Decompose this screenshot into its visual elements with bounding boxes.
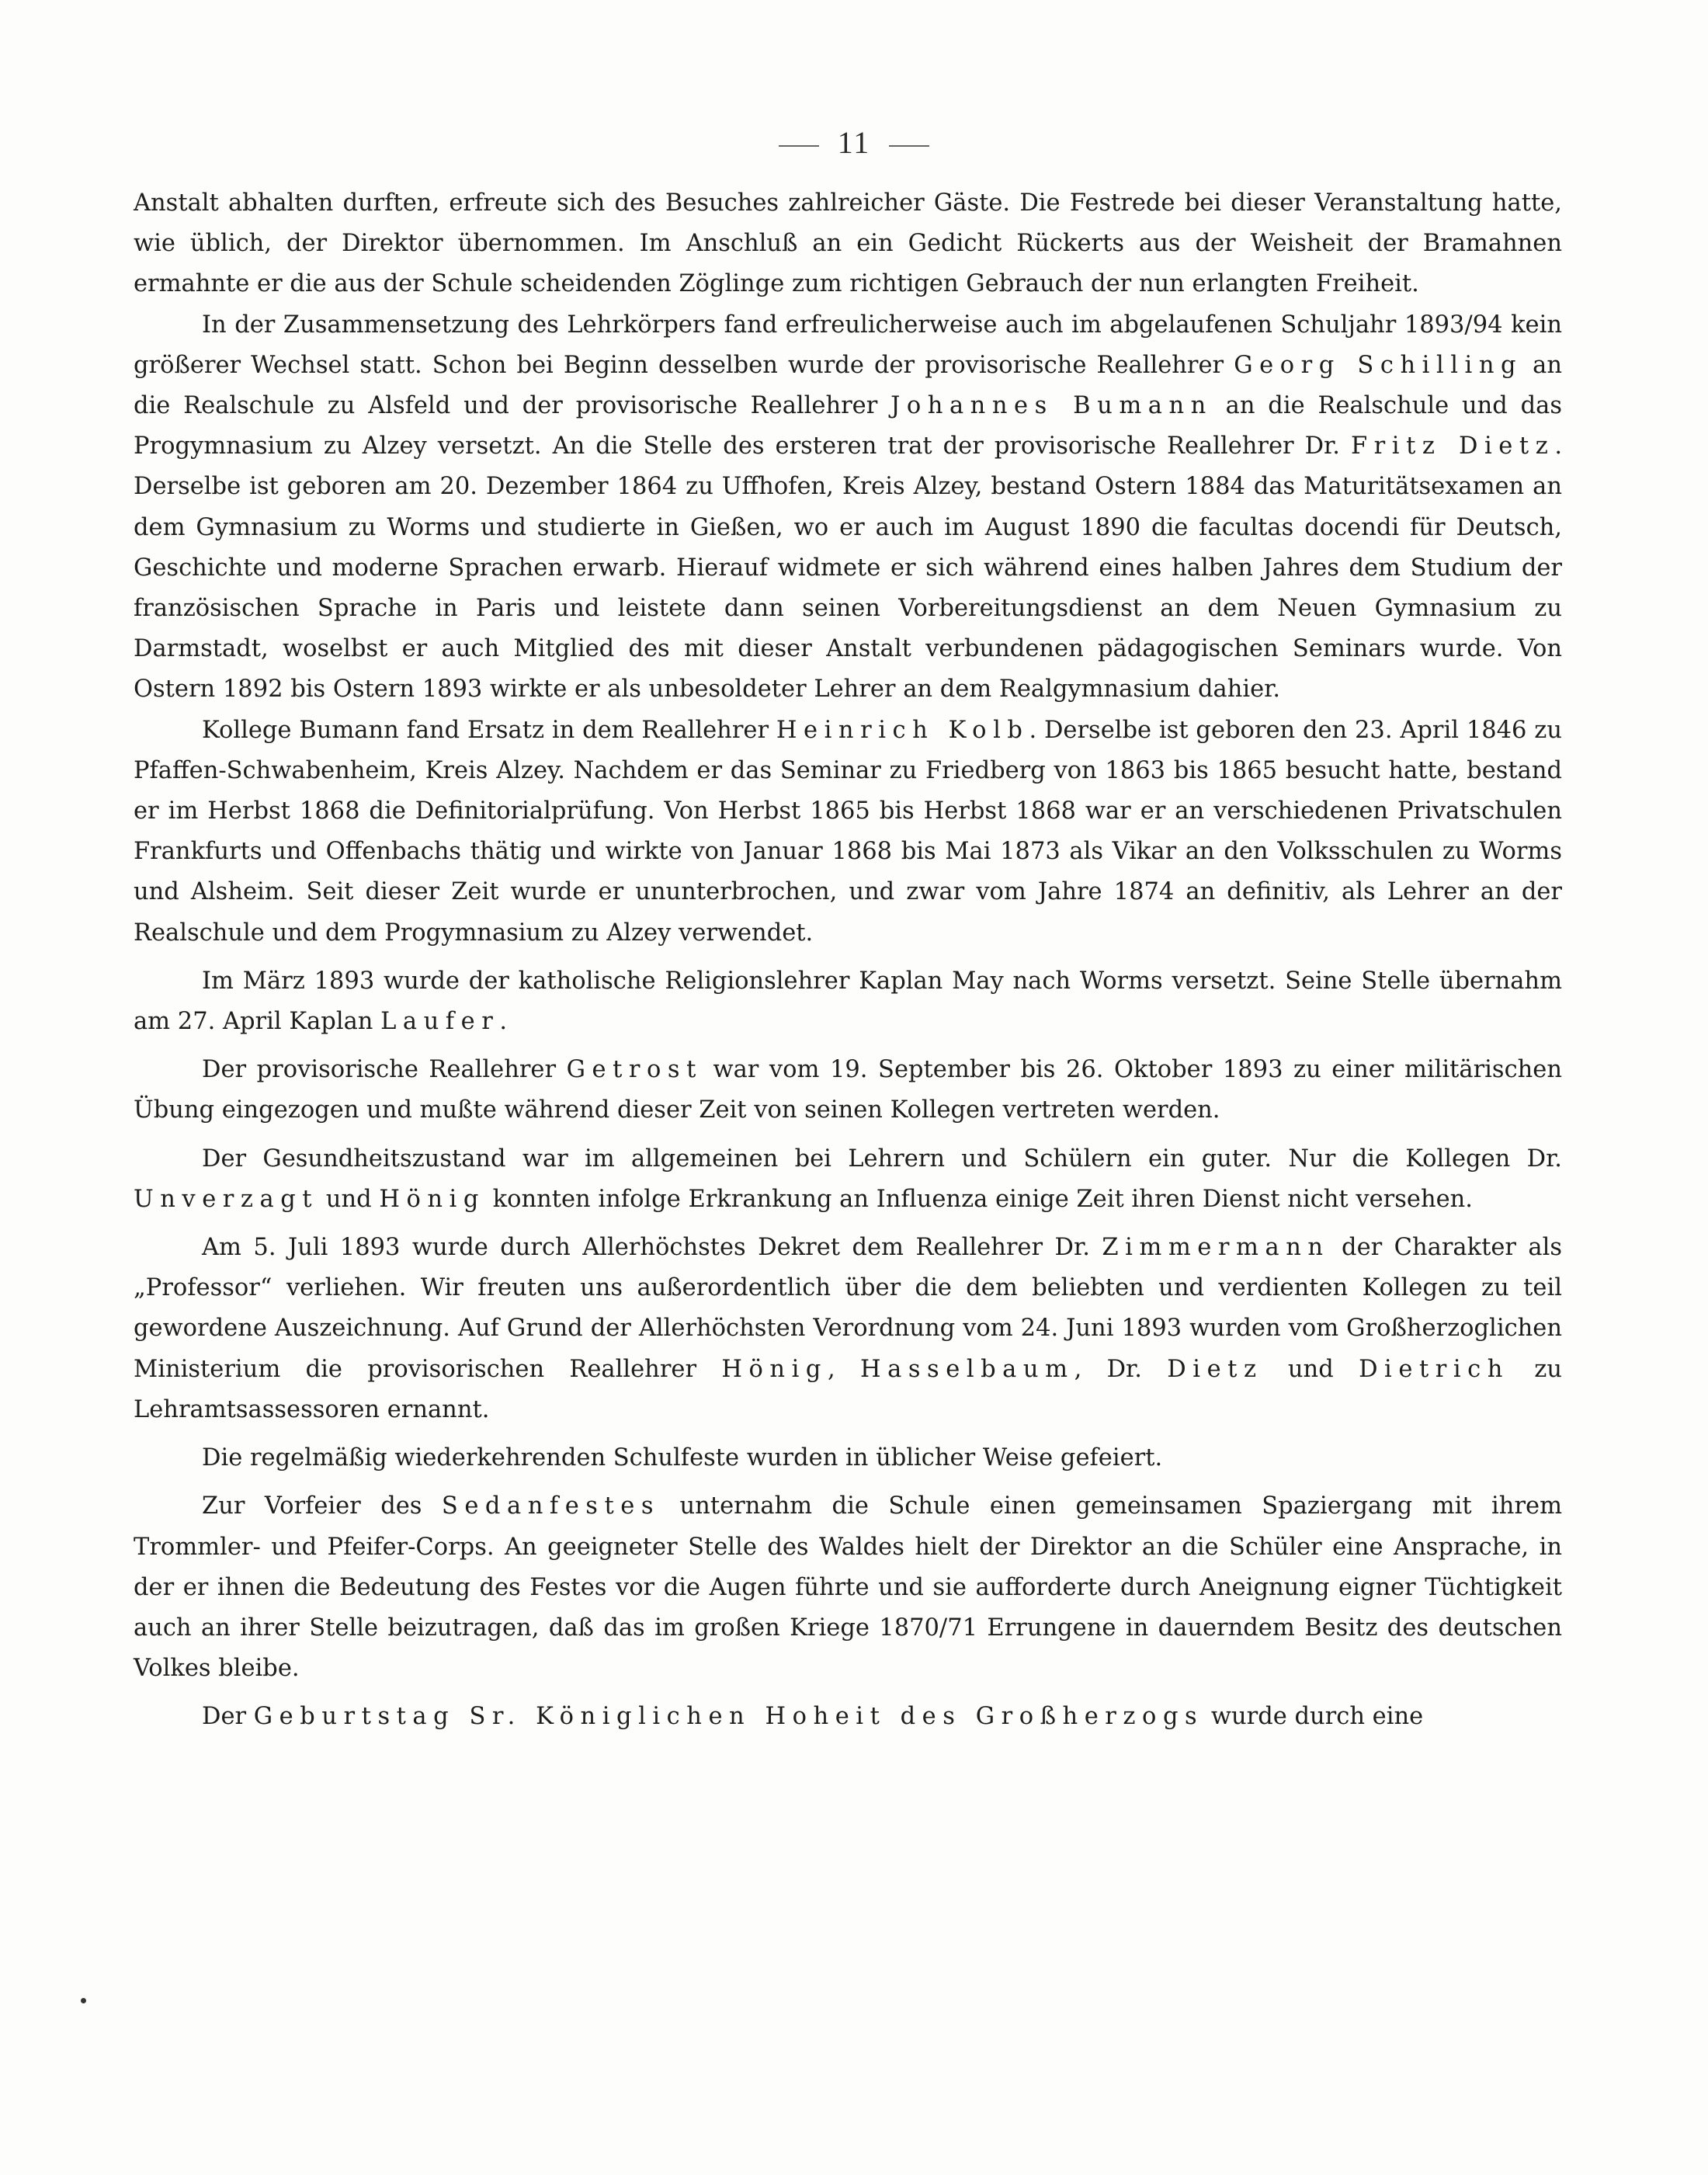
text-run: . Derselbe ist geboren am 20. Dezember 1864 zu Uffhofen, Kreis Alzey, bestand Ostern 1884 das Maturitätsexamen an dem Gymnasium zu Worms und studierte in Gießen, wo er auch im August 1890 die facultas docendi für Deutsch, Geschichte und moderne Sprachen erwarb. Hierauf widmete er sich während eines halben Jahres dem Studium der französischen Sprache in Paris und leistete dann seinen Vorbereitungsdienst an dem Neuen Gymnasium zu Darmstadt, woselbst er auch Mitglied des mit dieser Anstalt verbundenen pädagogischen Seminars wurde. Von Ostern 1892 bis Ostern 1893 wirkte er als unbesoldeter Lehrer an dem Realgymnasium dahier. [134, 433, 1563, 704]
scan-speck [81, 1998, 86, 2003]
text-run: Anstalt abhalten durften, erfreute sich des Besuches zahlreicher Gäste. Die Festrede bei dieser Veranstaltung hatte, wie üblich, der Direktor übernommen. Im Anschluß an ein Gedicht Rückerts aus der Weisheit der Bramahnen ermahnte er die aus der Schule scheidenden Zöglinge zum richtigen Gebrauch der nun erlangten Freiheit. [134, 189, 1562, 298]
paragraph [134, 1697, 1562, 1737]
text-run: , [827, 1355, 860, 1383]
text-run: konnten infolge Erkrankung an Influenza einige Zeit ihren Dienst nicht versehen. [484, 1185, 1473, 1213]
page-number [0, 124, 1708, 161]
text-run: unternahm die Schule einen gemeinsamen Spaziergang mit ihrem Trommler- und Pfeifer-Corps. An geeigneter Stelle des Waldes hielt der Direktor an die Schüler eine Ansprache, in der er ihnen die Bedeutung des Festes vor die Augen führte und sie aufforderte durch Aneignung eigner Tüchtigkeit auch an ihrer Stelle beizutragen, daß das im großen Kriege 1870/71 Errungene in dauerndem Besitz des deutschen Volkes bleibe. [134, 1492, 1562, 1683]
paragraph [134, 1050, 1562, 1131]
paragraph [134, 1228, 1562, 1430]
text-run: Im März 1893 wurde der katholische Religionslehrer Kaplan May nach Worms versetzt. Seine Stelle übernahm am 27. April Kaplan [134, 967, 1562, 1036]
paragraph [134, 1486, 1562, 1689]
text-run: Der Gesundheitszustand war im allgemeinen bei Lehrern und Schülern ein guter. Nur die Kollegen Dr. [202, 1145, 1562, 1173]
spaced-name: Hönig [721, 1355, 828, 1383]
spaced-name: Georg Schilling [1234, 351, 1523, 379]
spaced-name: Fritz Dietz [1350, 433, 1555, 460]
paragraph [134, 183, 1562, 305]
text-run: Der [202, 1703, 254, 1731]
text-run: und [318, 1185, 380, 1213]
page-number-dash-left [779, 145, 819, 147]
text-run: Der provisorische Reallehrer [202, 1056, 567, 1084]
spaced-name: Hönig [379, 1185, 485, 1213]
text-run: und [1262, 1355, 1359, 1383]
page-number-value: 11 [837, 125, 871, 160]
text-run: Kollege Bumann fand Ersatz in dem Reallehrer [202, 716, 776, 744]
spaced-name: Dietrich [1359, 1355, 1509, 1383]
text-run: . Derselbe ist geboren den 23. April 1846 zu Pfaffen-Schwabenheim, Kreis Alzey. Nachdem er das Seminar zu Friedberg von 1863 bis 1865 besucht hatte, bestand er im Herbst 1868 die Definitorialprüfung. Von Herbst 1865 bis Herbst 1868 war er an verschiedenen Privatschulen Frankfurts und Offenbachs thätig und wirkte von Januar 1868 bis Mai 1873 als Vikar an den Volksschulen zu Worms und Alsheim. Seit dieser Zeit wurde er ununterbrochen, und zwar vom Jahre 1874 an definitiv, als Lehrer an der Realschule und dem Progymnasium zu Alzey verwendet. [134, 716, 1562, 947]
spaced-name: Sedanfestes [441, 1492, 661, 1520]
spaced-name: Johannes Bumann [890, 392, 1213, 420]
spaced-name: Zimmermann [1102, 1234, 1330, 1262]
text-run: an die Realschule zu Alsfeld und der provisorische Reallehrer [134, 351, 1562, 420]
text-run: der Charakter als „Professor“ verliehen. Wir freuten uns außerordentlich über die dem beliebten und verdienten Kollegen zu teil gewordene Auszeichnung. Auf Grund der Allerhöchsten Verordnung vom 24. Juni 1893 wurden vom Großherzoglichen Ministerium die provisorischen Reallehrer [134, 1234, 1562, 1383]
text-run: , Dr. [1074, 1355, 1168, 1383]
text-run: . [499, 1008, 508, 1036]
paragraph [134, 1438, 1562, 1478]
spaced-name: Heinrich Kolb [776, 716, 1029, 744]
text-run: war vom 19. September bis 26. Oktober 1893 zu einer militärischen Übung eingezogen und mußte während dieser Zeit von seinen Kollegen vertreten werden. [134, 1056, 1562, 1124]
spaced-name: Hasselbaum [859, 1355, 1074, 1383]
spaced-name: Getrost [566, 1056, 703, 1084]
paragraph [134, 305, 1562, 711]
paragraph [134, 711, 1562, 954]
paragraph [134, 1139, 1562, 1220]
spaced-name: Dietz [1167, 1355, 1263, 1383]
text-run: Am 5. Juli 1893 wurde durch Allerhöchstes Dekret dem Reallehrer Dr. [202, 1234, 1102, 1262]
page-number-dash-right [889, 145, 929, 147]
text-run: an die Realschule und das Progymnasium zu Alzey versetzt. An die Stelle des ersteren trat der provisorische Reallehrer Dr. [134, 392, 1562, 460]
text-run: wurde durch eine [1203, 1703, 1424, 1731]
body-text [134, 183, 1562, 1738]
text-run: zu Lehramtsassessoren ernannt. [134, 1355, 1563, 1423]
spaced-name: Unverzagt [134, 1185, 319, 1213]
spaced-name: Geburtstag Sr. Königlichen Hoheit des Großherzogs [253, 1703, 1204, 1731]
spaced-name: Laufer [380, 1008, 500, 1036]
text-run: Zur Vorfeier des [202, 1492, 442, 1520]
paragraph [134, 961, 1562, 1042]
text-run: Die regelmäßig wiederkehrenden Schulfeste wurden in üblicher Weise gefeiert. [202, 1444, 1163, 1472]
text-run: In der Zusammensetzung des Lehrkörpers fand erfreulicherweise auch im abgelaufenen Schuljahr 1893/94 kein größerer Wechsel statt. Schon bei Beginn desselben wurde der provisorische Reallehrer [134, 311, 1562, 379]
